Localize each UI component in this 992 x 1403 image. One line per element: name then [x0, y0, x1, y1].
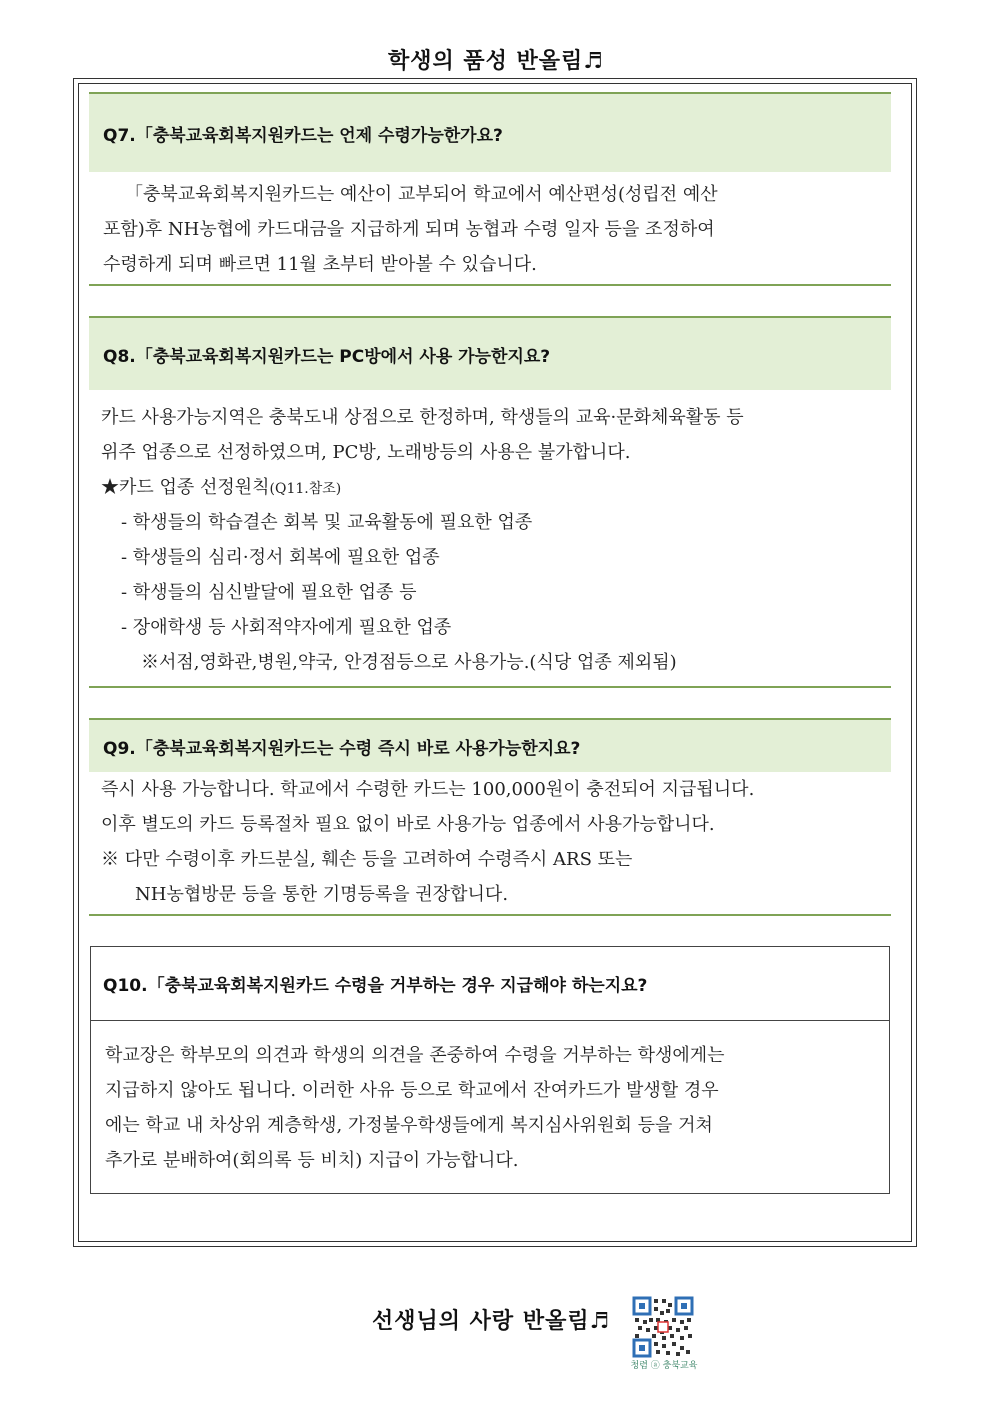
faq-q9-line-1: 즉시 사용 가능합니다. 학교에서 수령한 카드는 100,000원이 충전되어 지급됩니다.: [101, 779, 755, 800]
page-header-title: 학생의 품성 반올림♬: [387, 49, 605, 74]
faq-q8-principle: [101, 470, 891, 505]
page-footer: [0, 1296, 992, 1376]
faq-q9-question: Q9.「충북교육회복지원카드는 수령 즉시 바로 사용가능한지요?: [89, 718, 891, 772]
faq-q8-principle-title: ★카드 업종 선정원칙: [101, 477, 270, 498]
faq-q10-question: Q10.「충북교육회복지원카드 수령을 거부하는 경우 지급해야 하는지요?: [91, 947, 889, 1021]
faq-q10-line-3: 에는 학교 내 차상위 계층학생, 가정불우학생들에게 복지심사위원회 등을 거쳐: [105, 1115, 713, 1136]
faq-q9: [89, 718, 891, 916]
faq-q7: [89, 92, 891, 286]
faq-q10-line-4: 추가로 분배하여(회의록 등 비치) 지급이 가능합니다.: [105, 1150, 519, 1171]
faq-q7-answer: [89, 172, 891, 286]
qr-label: 청렴 ⓐ 충북교육: [630, 1361, 698, 1371]
faq-q8-bullet-1: - 학생들의 학습결손 회복 및 교육활동에 필요한 업종: [121, 512, 533, 533]
faq-q8-line-1: 카드 사용가능지역은 충북도내 상점으로 한정하며, 학생들의 교육·문화체육활동 등: [101, 407, 744, 428]
faq-q8-bullet-3: - 학생들의 심신발달에 필요한 업종 등: [121, 582, 417, 603]
faq-q10-line-2: 지급하지 않아도 됩니다. 이러한 사유 등으로 학교에서 잔여카드가 발생할 경우: [105, 1080, 719, 1101]
faq-q9-line-4: NH농협방문 등을 통한 기명등록을 권장합니다.: [135, 884, 509, 905]
faq-q10: [90, 946, 890, 1194]
faq-q7-question: Q7.「충북교육회복지원카드는 언제 수령가능한가요?: [89, 92, 891, 172]
content-frame-inner: [78, 83, 912, 1242]
faq-q7-line-2: 포함)후 NH농협에 카드대금을 지급하게 되며 농협과 수령 일자 등을 조정하여: [103, 219, 715, 240]
faq-q8-answer: [89, 390, 891, 688]
faq-q8-line-2: 위주 업종으로 선정하였으며, PC방, 노래방등의 사용은 불가합니다.: [101, 442, 631, 463]
faq-q8-bullet-2: - 학생들의 심리·정서 회복에 필요한 업종: [121, 547, 440, 568]
faq-q7-line-1: 「충북교육회복지원카드는 예산이 교부되어 학교에서 예산편성(성립전 예산: [125, 184, 718, 205]
faq-q7-line-3: 수령하게 되며 빠르면 11월 초부터 받아볼 수 있습니다.: [103, 254, 537, 275]
content-frame: [73, 78, 917, 1247]
faq-q8-bullet-4: - 장애학생 등 사회적약자에게 필요한 업종: [121, 617, 452, 638]
faq-q8-note: ※서점,영화관,병원,약국, 안경점등으로 사용가능.(식당 업종 제외됨): [141, 652, 677, 673]
faq-q9-line-2: 이후 별도의 카드 등록절차 필요 없이 바로 사용가능 업종에서 사용가능합니다.: [101, 814, 715, 835]
faq-q10-line-1: 학교장은 학부모의 의견과 학생의 의견을 존중하여 수령을 거부하는 학생에게는: [105, 1045, 725, 1066]
faq-q9-line-3: ※ 다만 수령이후 카드분실, 훼손 등을 고려하여 수령즉시 ARS 또는: [101, 849, 633, 870]
faq-q8: [89, 316, 891, 688]
footer-text: 선생님의 사랑 반올림♬: [372, 1309, 611, 1334]
qr-code-icon: [632, 1296, 694, 1358]
faq-q8-principle-ref: (Q11.참조): [269, 481, 342, 497]
faq-q8-question: Q8.「충북교육회복지원카드는 PC방에서 사용 가능한지요?: [89, 316, 891, 390]
faq-q9-answer: [89, 772, 891, 916]
faq-q10-answer: [91, 1021, 889, 1178]
